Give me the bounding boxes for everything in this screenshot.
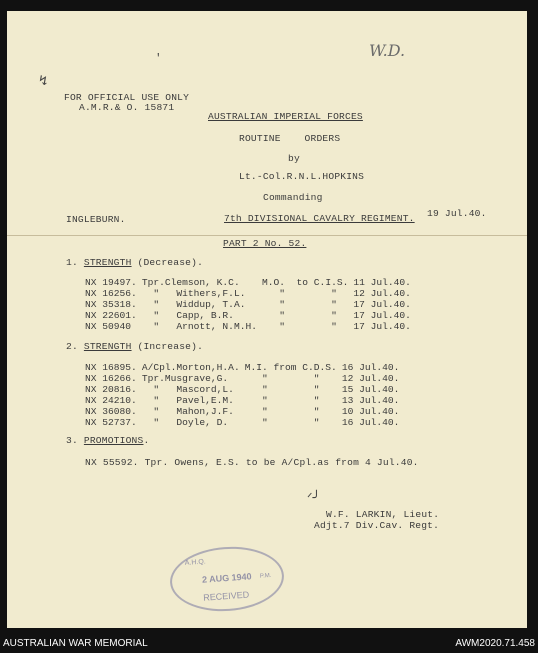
- unit-name: 7th DIVISIONAL CAVALRY REGIMENT.: [224, 213, 415, 224]
- table-row: NX 52737. " Doyle, D. " " 16 Jul.40.: [85, 417, 400, 428]
- pencil-tick-mark: ': [155, 53, 162, 65]
- organisation-title: AUSTRALIAN IMPERIAL FORCES: [208, 111, 363, 122]
- strength-increase-table: [85, 362, 404, 428]
- officer-role: Commanding: [263, 192, 323, 203]
- signature-scrawl: ᐟ╯: [307, 491, 321, 506]
- stamp-top-text: A.H.Q.: [184, 558, 207, 567]
- table-row: NX 16895. A/Cpl.Morton,H.A. M.I. from C.D.S. 16 Jul.40.: [85, 362, 400, 373]
- signature-title: Adjt.7 Div.Cav. Regt.: [314, 520, 440, 531]
- table-row: NX 35318. " Widdup, T.A. " " 17 Jul.40.: [85, 299, 411, 310]
- document-title: ROUTINE ORDERS: [239, 133, 341, 144]
- section-heading: 3. PROMOTIONS.: [66, 435, 150, 446]
- table-row: NX 36080. " Mahon,J.F. " " 10 Jul.40.: [85, 406, 400, 417]
- received-stamp: [168, 543, 286, 615]
- officer-name: Lt.-Col.R.N.L.HOPKINS: [239, 171, 365, 182]
- order-date: 19 Jul.40.: [427, 208, 487, 219]
- section-heading: 1. STRENGTH (Decrease).: [66, 257, 204, 268]
- document-page: [7, 11, 527, 628]
- table-row: NX 20816. " Mascord,L. " " 15 Jul.40.: [85, 384, 400, 395]
- promotion-entry: NX 55592. Tpr. Owens, E.S. to be A/Cpl.as from 4 Jul.40.: [85, 457, 419, 468]
- reference-number: A.M.R.& O. 15871: [79, 102, 175, 113]
- stamp-date: 2 AUG 1940: [201, 571, 252, 585]
- table-row: NX 16266. Tpr.Musgrave,G. " " 12 Jul.40.: [85, 373, 400, 384]
- part-number: PART 2 No. 52.: [223, 238, 307, 249]
- strength-decrease-table: [85, 277, 416, 332]
- footer-accession-number: AWM2020.71.458: [455, 638, 535, 649]
- table-row: NX 19497. Tpr.Clemson, K.C. M.O. to C.I.S. 11 Jul.40.: [85, 277, 411, 288]
- table-row: NX 16256. " Withers,F.L. " " 12 Jul.40.: [85, 288, 411, 299]
- pencil-arrow-mark: ↯: [39, 74, 48, 90]
- stamp-bottom-text: RECEIVED: [202, 589, 250, 603]
- table-row: NX 24210. " Pavel,E.M. " " 13 Jul.40.: [85, 395, 400, 406]
- stamp-suffix: P.M.: [259, 572, 272, 580]
- table-row: NX 22601. " Capp, B.R. " " 17 Jul.40.: [85, 310, 411, 321]
- handwritten-annotation: W.D.: [369, 41, 406, 60]
- by-label: by: [288, 153, 300, 164]
- section-heading: 2. STRENGTH (Increase).: [66, 341, 204, 352]
- signature-name: W.F. LARKIN, Lieut.: [326, 509, 440, 520]
- table-row: NX 50940 " Arnott, N.M.H. " " 17 Jul.40.: [85, 321, 411, 332]
- place-label: INGLEBURN.: [66, 214, 126, 225]
- footer-institution: AUSTRALIAN WAR MEMORIAL: [3, 638, 148, 649]
- official-use-label: FOR OFFICIAL USE ONLY: [64, 92, 190, 103]
